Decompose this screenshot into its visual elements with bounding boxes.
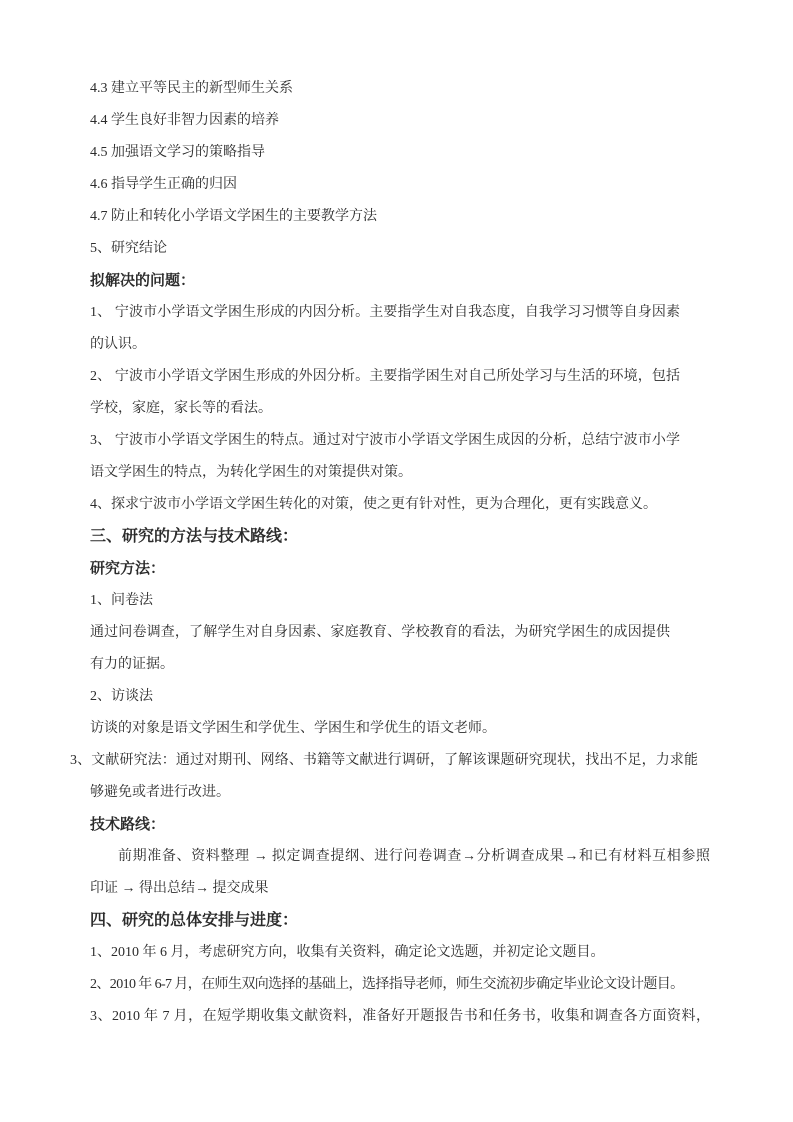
method-3-title: 3、文献研究法：通过对期刊、网络、书籍等文献进行调研，了解该课题研究现状，找出不足，力求能够避免或者进行改进。 [70, 753, 698, 800]
schedule-item-1: 1、2010 年 6 月，考虑研究方向，收集有关资料，确定论文选题，并初定论文题目。 [90, 945, 605, 960]
outline-item-4-5: 4.5 加强语文学习的策略指导 [90, 145, 265, 160]
method-2-desc: 访谈的对象是语文学困生和学优生、学困生和学优生的语文老师。 [90, 721, 496, 736]
problems-heading: 拟解决的问题： [90, 272, 196, 289]
problem-item-2: 2、 宁波市小学语文学困生形成的外因分析。主要指学困生对自己所处学习与生活的环境，包括学校，家庭，家长等的看法。 [90, 369, 680, 416]
methods-heading: 研究方法： [90, 560, 166, 577]
method-1-title: 1、问卷法 [90, 593, 153, 608]
outline-item-4-7: 4.7 防止和转化小学语文学困生的主要教学方法 [90, 209, 377, 224]
outline-item-4-4: 4.4 学生良好非智力因素的培养 [90, 113, 279, 128]
problem-item-3: 3、 宁波市小学语文学困生的特点。通过对宁波市小学语文学困生成因的分析，总结宁波市小学语文学困生的特点，为转化学困生的对策提供对策。 [90, 433, 680, 480]
section4-heading: 四、研究的总体安排与进度： [90, 912, 299, 929]
method-1-desc: 通过问卷调查，了解学生对自身因素、家庭教育、学校教育的看法，为研究学困生的成因提供有力的证据。 [90, 625, 670, 672]
method-2-title: 2、访谈法 [90, 689, 153, 704]
schedule-item-2: 2、2010 年 6-7 月，在师生双向选择的基础上，选择指导老师，师生交流初步确定毕业论文设计题目。 [90, 977, 684, 992]
route-line-2: 印证 → 得出总结→ 提交成果 [90, 881, 269, 896]
problem-item-4: 4、探求宁波市小学语文学困生转化的对策，使之更有针对性，更为合理化，更有实践意义。 [90, 497, 657, 512]
outline-item-4-6: 4.6 指导学生正确的归因 [90, 177, 237, 192]
problem-item-1: 1、 宁波市小学语文学困生形成的内因分析。主要指学生对自我态度，自我学习习惯等自身因素的认识。 [90, 305, 680, 352]
route-line-1: 前期准备、资料整理 → 拟定调查提纲、进行问卷调查→分析调查成果→和已有材料互相参照 [118, 849, 710, 864]
section3-heading: 三、研究的方法与技术路线： [90, 528, 299, 545]
schedule-item-3: 3、2010 年 7 月，在短学期收集文献资料，准备好开题报告书和任务书，收集和调查各方面资料， [90, 1009, 710, 1024]
outline-item-5-conclusion: 5、研究结论 [90, 241, 167, 256]
route-heading: 技术路线： [90, 816, 166, 833]
outline-item-4-3: 4.3 建立平等民主的新型师生关系 [90, 81, 293, 96]
